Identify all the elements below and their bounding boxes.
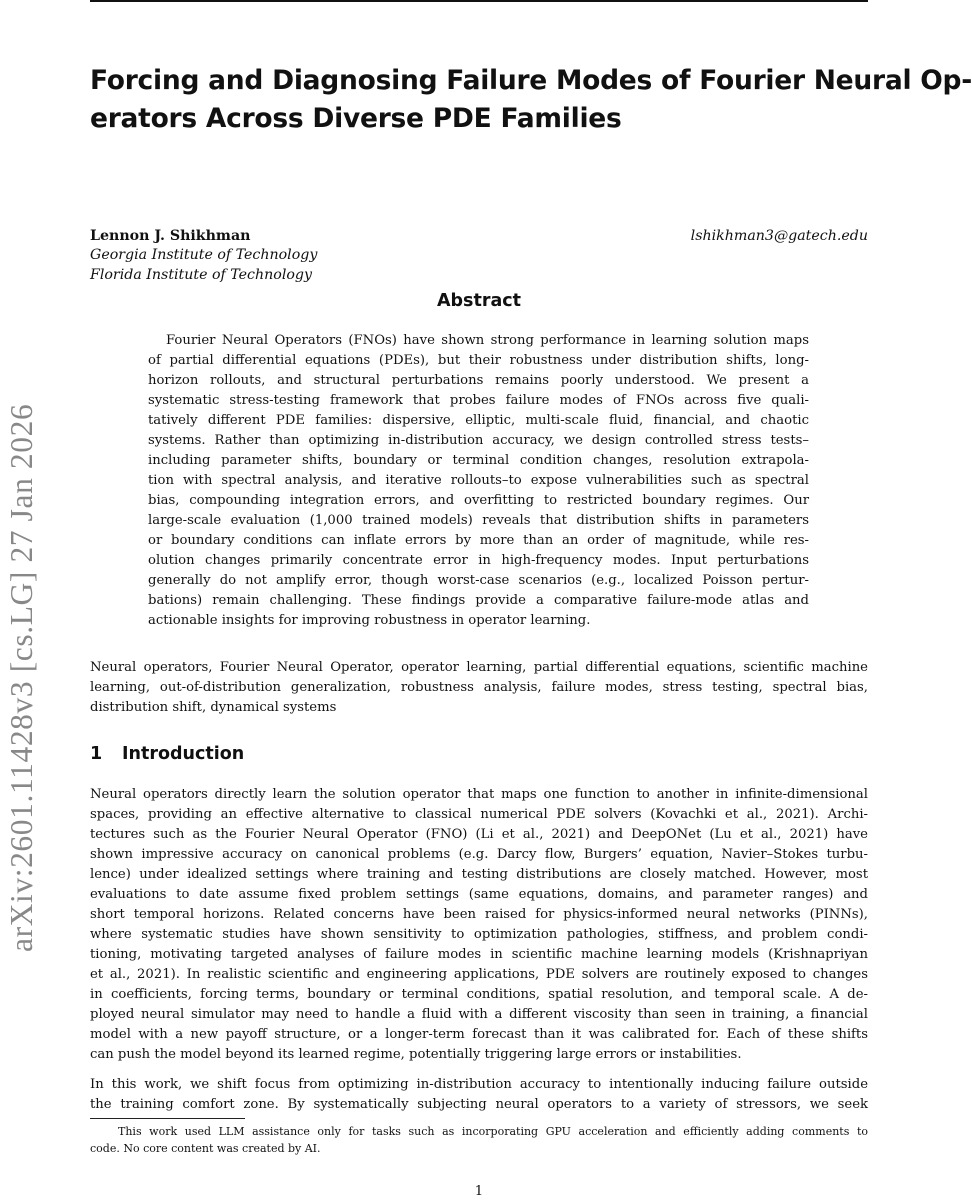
- footnote-line: code. No core content was created by AI.: [90, 1142, 321, 1155]
- author-affiliation: Florida Institute of Technology: [90, 267, 312, 283]
- intro-line: Neural operators directly learn the solution operator that maps one function to another in infinite-dimensional: [90, 787, 868, 802]
- abstract-line: systems. Rather than optimizing in-distribution accuracy, we design controlled stress tests–: [148, 433, 809, 448]
- abstract-line: bias, compounding integration errors, and overfitting to restricted boundary regimes. Our: [148, 493, 809, 508]
- page-number: 1: [474, 1184, 484, 1199]
- author-email: lshikhman3@gatech.edu: [690, 228, 868, 244]
- intro-line: tectures such as the Fourier Neural Operator (FNO) (Li et al., 2021) and DeepONet (Lu et al., 2021) have: [90, 827, 868, 842]
- abstract-line: or boundary conditions can inflate errors by more than an order of magnitude, while res-: [148, 533, 809, 548]
- intro-line: where systematic studies have shown sensitivity to optimization pathologies, stiffness, and problem condi-: [90, 927, 868, 942]
- footnote-line: This work used LLM assistance only for tasks such as incorporating GPU acceleration and efficiently adding comments to: [118, 1125, 868, 1138]
- section-number: 1: [90, 744, 103, 764]
- title-line: erators Across Diverse PDE Families: [90, 103, 622, 134]
- intro-line: can push the model beyond its learned regime, potentially triggering large errors or instabilities.: [90, 1047, 742, 1062]
- abstract-line: generally do not amplify error, though worst-case scenarios (e.g., localized Poisson pertur-: [148, 573, 809, 588]
- intro-line: spaces, providing an effective alternative to classical numerical PDE solvers (Kovachki et al., 2021). Archi-: [90, 807, 868, 822]
- keywords-line: Neural operators, Fourier Neural Operator, operator learning, partial differential equations, scientific machine: [90, 660, 868, 675]
- abstract-line: large-scale evaluation (1,000 trained models) reveals that distribution shifts in parameters: [148, 513, 809, 528]
- intro-line: model with a new payoff structure, or a longer-term forecast than it was calibrated for. Each of these shifts: [90, 1027, 868, 1042]
- keywords-line: learning, out-of-distribution generalization, robustness analysis, failure modes, stress testing, spectral bias,: [90, 680, 868, 695]
- intro-line: shown impressive accuracy on canonical problems (e.g. Darcy flow, Burgers’ equation, Navier–Stokes turbu-: [90, 847, 868, 862]
- author-name: Lennon J. Shikhman: [90, 228, 251, 244]
- abstract-line: horizon rollouts, and structural perturbations remains poorly understood. We present a: [148, 373, 809, 388]
- keywords-line: distribution shift, dynamical systems: [90, 700, 337, 715]
- author-affiliation: Georgia Institute of Technology: [90, 247, 318, 263]
- section-heading: [90, 742, 244, 766]
- title-line: Forcing and Diagnosing Failure Modes of Fourier Neural Op-: [90, 65, 972, 96]
- intro-line: short temporal horizons. Related concerns have been raised for physics-informed neural networks (PINNs),: [90, 907, 868, 922]
- intro-line: et al., 2021). In realistic scientific and engineering applications, PDE solvers are routinely exposed to changes: [90, 967, 868, 982]
- intro-line: the training comfort zone. By systematically subjecting neural operators to a variety of stressors, we seek: [90, 1097, 868, 1112]
- intro-line: ployed neural simulator may need to handle a fluid with a different viscosity than seen in training, a financial: [90, 1007, 868, 1022]
- abstract-line: systematic stress-testing framework that probes failure modes of FNOs across five quali-: [148, 393, 809, 408]
- abstract-line: olution changes primarily concentrate error in high-frequency modes. Input perturbations: [148, 553, 809, 568]
- intro-line: tioning, motivating targeted analyses of failure modes in scientific machine learning models (Krishnapriyan: [90, 947, 868, 962]
- intro-line: lence) under idealized settings where training and testing distributions are closely matched. However, most: [90, 867, 868, 882]
- arxiv-identifier: arXiv:2601.11428v3 [cs.LG] 27 Jan 2026: [4, 403, 39, 952]
- abstract-line: tatively different PDE families: dispersive, elliptic, multi-scale fluid, financial, and chaotic: [148, 413, 809, 428]
- abstract-line: tion with spectral analysis, and iterative rollouts–to expose vulnerabilities such as spectral: [148, 473, 809, 488]
- footnote-rule: [90, 1118, 245, 1119]
- intro-line: In this work, we shift focus from optimizing in-distribution accuracy to intentionally inducing failure outside: [90, 1077, 868, 1092]
- intro-line: in coefficients, forcing terms, boundary or terminal conditions, spatial resolution, and temporal scale. A de-: [90, 987, 868, 1002]
- paper-title: [90, 62, 972, 138]
- top-rule: [90, 0, 868, 2]
- intro-line: evaluations to date assume fixed problem settings (same equations, domains, and parameter ranges) and: [90, 887, 868, 902]
- abstract-line: including parameter shifts, boundary or terminal condition changes, resolution extrapola-: [148, 453, 809, 468]
- section-title: Introduction: [122, 744, 245, 764]
- abstract-line: Fourier Neural Operators (FNOs) have shown strong performance in learning solution maps: [166, 333, 809, 348]
- abstract-line: bations) remain challenging. These findings provide a comparative failure-mode atlas and: [148, 593, 809, 608]
- abstract-heading: Abstract: [436, 291, 522, 311]
- abstract-line: actionable insights for improving robustness in operator learning.: [148, 613, 591, 628]
- abstract-line: of partial differential equations (PDEs), but their robustness under distribution shifts, long-: [148, 353, 809, 368]
